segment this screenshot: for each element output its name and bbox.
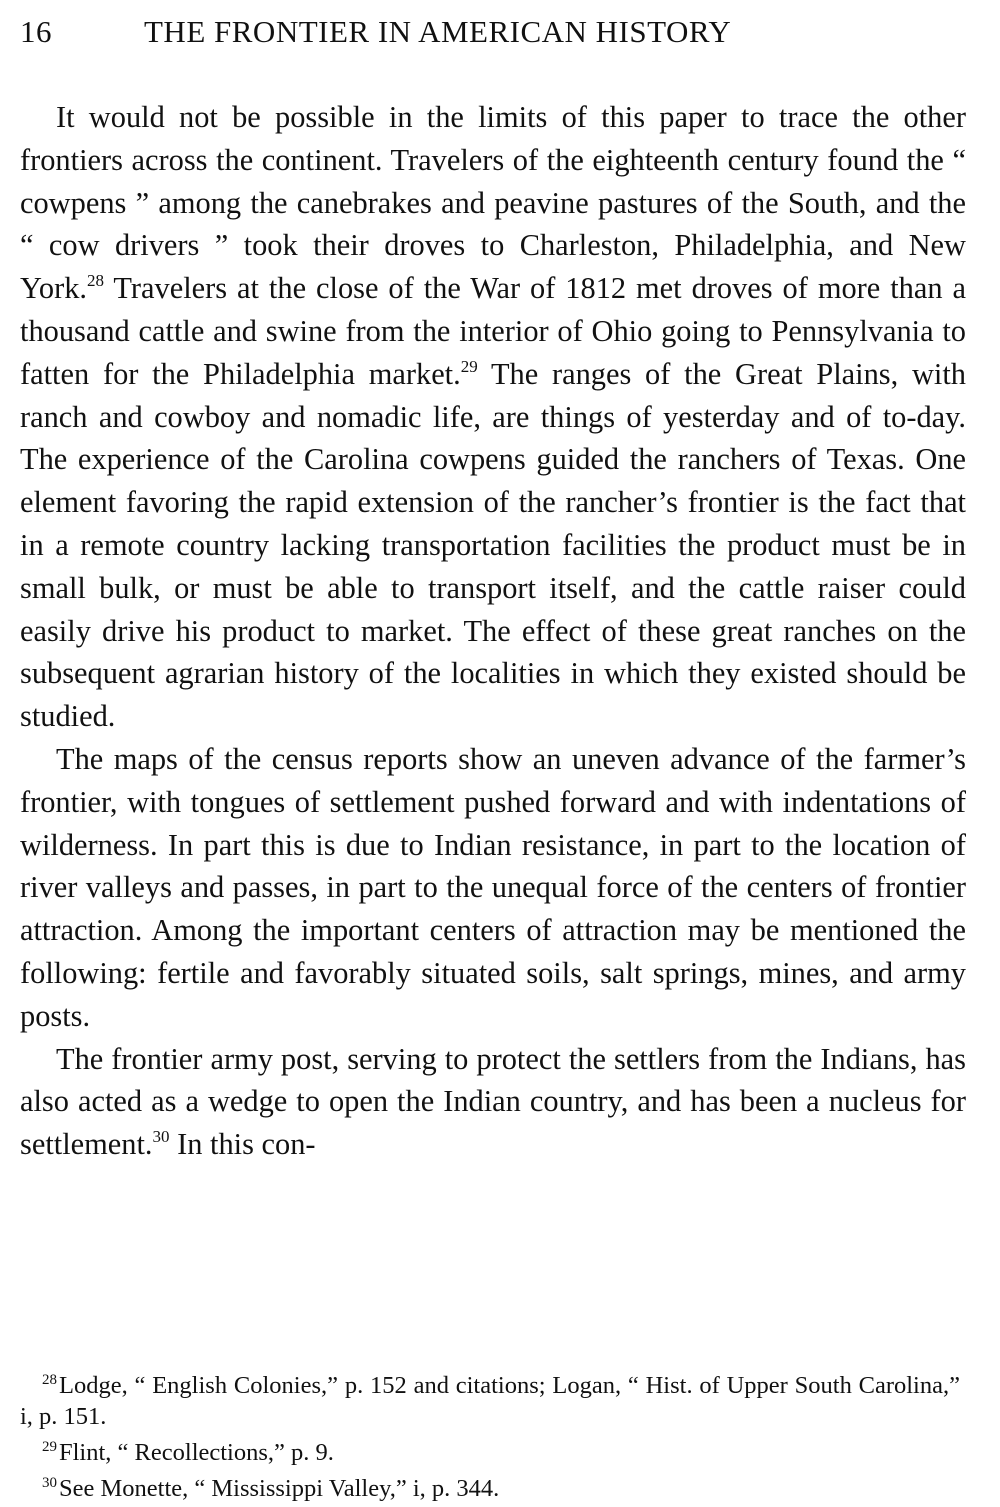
footnote-text: Lodge, “ English Colonies,” p. 152 and citations; Logan, “ Hist. of Upper South Carolina,” i, p. 151. (20, 1372, 960, 1430)
paragraph-cowpens (20, 96, 966, 738)
paragraph-text: The frontier army post, serving to protect the settlers from the Indians, has also acted as a wedge to open the Indian country, and has been a nucleus for settlement. (20, 1041, 966, 1162)
paragraph-text: The ranges of the Great Plains, with ranch and cowboy and nomadic life, are things of yesterday and of to-day. The experience of the Carolina cowpens guided the ranchers of Texas. One element favoring the rapid extension of the rancher’s frontier is the fact that in a remote country lacking transportation facilities the product must be in small bulk, or must be able to transport itself, and the cattle raiser could easily drive his product to market. The effect of these great ranches on the subsequent agrarian history of the localities in which they existed should be studied. (20, 356, 967, 734)
paragraph-army-post (20, 1038, 966, 1166)
paragraph-census-maps: The maps of the census reports show an uneven advance of the farmer’s frontier, with tongues of settlement pushed forward and with indentations of wilderness. In part this is due to Indian resistance, in part to the location of river valleys and passes, in part to the unequal force of the centers of frontier attraction. Among the important centers of attraction may be mentioned the following: fertile and favorably situated soils, salt springs, mines, and army posts. (20, 741, 966, 1033)
running-title: THE FRONTIER IN AMERICAN HISTORY (144, 14, 732, 49)
footnote-reference: 28 (87, 271, 105, 291)
footnote-reference: 30 (152, 1127, 170, 1147)
page-number: 16 (20, 14, 52, 49)
paragraph-text: It would not be possible in the limits of this paper to trace the other frontiers across the continent. Travelers of the eighteenth century found the “ cowpens ” among the canebrakes and peavine pastures of the South, and the “ cow drivers ” took their droves to Charleston, Philadelphia, and New York. (20, 100, 966, 306)
running-head (20, 14, 880, 58)
footnote-reference: 29 (460, 356, 478, 376)
footnote-text: Flint, “ Recollections,” p. 9. (59, 1439, 334, 1466)
paragraph-text: In this con- (169, 1127, 316, 1162)
footnote-marker: 28 (42, 1372, 57, 1388)
footnote (20, 1365, 960, 1432)
footnote (20, 1468, 960, 1504)
paragraph-text: Travelers at the close of the War of 1812 met droves of more than a thousand cattle and swine from the interior of Ohio going to Pennsylvania to fatten for the Philadelphia market. (20, 271, 966, 391)
footnote-text: See Monette, “ Mississippi Valley,” i, p. 344. (59, 1475, 500, 1502)
body-text (20, 96, 966, 1166)
footnote-marker: 30 (42, 1475, 57, 1491)
footnotes (20, 1365, 960, 1504)
footnote-marker: 29 (42, 1439, 57, 1455)
footnote (20, 1432, 960, 1468)
